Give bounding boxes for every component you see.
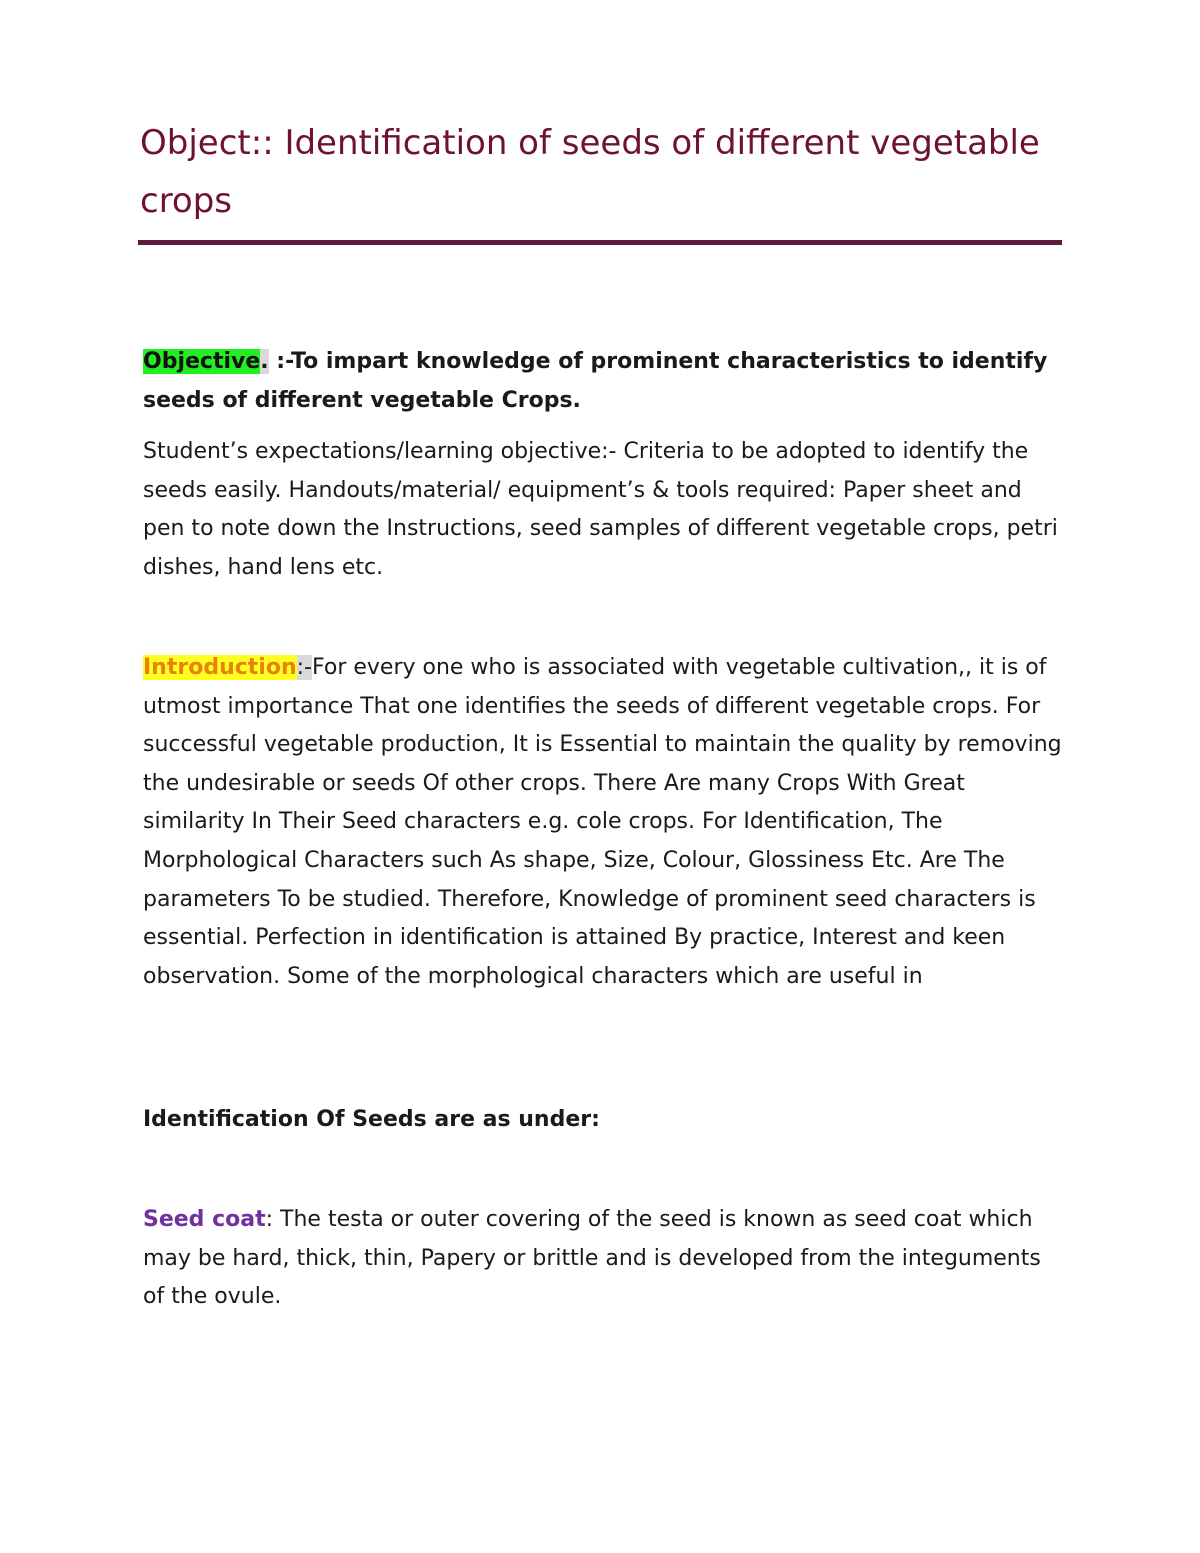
title-divider [138,240,1062,245]
objective-text: :-To impart knowledge of prominent characteristics to identify seeds of different vegetable Crops. [143,349,1048,413]
seed-coat-paragraph [143,1201,1068,1317]
introduction-paragraph [143,649,1068,996]
students-paragraph: Student’s expectations/learning objective:- Criteria to be adopted to identify the seeds easily. Handouts/material/ equipment’s & tools required: Paper sheet and pen to note down the Instructions, seed samples of different vegetable crops, petri dishes, hand lens etc. [143,439,1058,580]
objective-label: Objective [143,349,261,374]
introduction-label: Introduction [143,655,297,680]
introduction-text: For every one who is associated with vegetable cultivation,, it is of utmost importance That one identifies the seeds of different vegetable crops. For successful vegetable production, It is Essential to maintain the quality by removing the undesirable or seeds Of other crops. There Are many Crops With Great similarity In Their Seed characters e.g. cole crops. For Identification, The Morphological Characters such As shape, Size, Colour, Glossiness Etc. Are The parameters To be studied. Therefore, Knowledge of prominent seed characters is essential. Perfection in identification is attained By practice, Interest and keen observation. Some of the morphological characters which are useful in [143,655,1062,989]
document-title: Object:: Identification of seeds of different vegetable crops [140,123,1040,221]
objective-separator: . [260,349,269,374]
seed-coat-label: Seed coat [143,1207,266,1232]
identification-heading: Identification Of Seeds are as under: [143,1107,600,1132]
seed-coat-text: : The testa or outer covering of the seed is known as seed coat which may be hard, thick, thin, Papery or brittle and is developed from the integuments of the ovule. [143,1207,1041,1310]
introduction-separator: :- [296,655,312,680]
objective-paragraph [143,343,1068,420]
